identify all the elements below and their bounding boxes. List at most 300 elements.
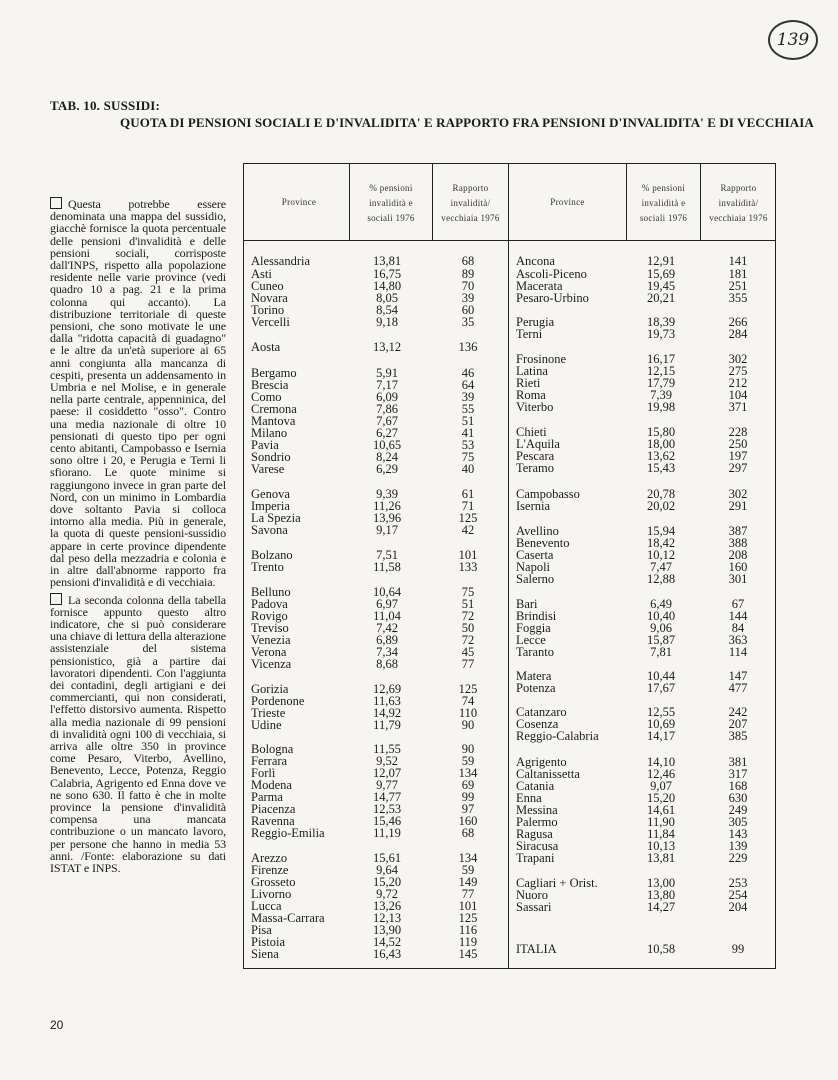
province-name: Caserta — [516, 548, 554, 562]
pension-share-value: 7,81 — [650, 645, 672, 659]
invalidity-ratio-value: 101 — [458, 899, 478, 913]
province-name: Palermo — [516, 815, 558, 829]
province-name: Bolzano — [251, 548, 293, 562]
province-name: Belluno — [251, 585, 291, 599]
invalidity-ratio-value: 77 — [461, 887, 475, 901]
commentary-paragraph-2 — [50, 593, 226, 875]
pension-share-value: 14,92 — [372, 706, 402, 720]
header-line: % pensioni — [369, 183, 413, 193]
pension-share-value: 6,97 — [376, 597, 398, 611]
pension-share-value: 10,12 — [646, 548, 676, 562]
pension-share-value: 13,12 — [372, 340, 402, 354]
province-name: Genova — [251, 487, 290, 501]
invalidity-ratio-value: 149 — [458, 875, 478, 889]
pension-share-value: 7,34 — [376, 645, 398, 659]
pension-share-value: 6,27 — [376, 426, 398, 440]
pension-share-value: 14,80 — [372, 279, 402, 293]
invalidity-ratio-value: 381 — [728, 755, 748, 769]
pension-share-value: 14,61 — [646, 803, 676, 817]
invalidity-ratio-value: 253 — [728, 876, 748, 890]
province-name: Campobasso — [516, 487, 580, 501]
invalidity-ratio-value: 114 — [728, 645, 748, 659]
province-name: Rieti — [516, 376, 541, 390]
province-name: Vicenza — [251, 657, 292, 671]
invalidity-ratio-value: 168 — [728, 779, 748, 793]
province-name: Aosta — [251, 340, 281, 354]
pension-share-value: 20,02 — [646, 499, 676, 513]
invalidity-ratio-value: 53 — [461, 438, 475, 452]
commentary-paragraph-1 — [50, 197, 226, 589]
pension-share-value: 15,69 — [646, 267, 676, 281]
pension-share-value: 7,39 — [650, 388, 672, 402]
province-name: Perugia — [516, 315, 555, 329]
province-name: Pavia — [251, 438, 279, 452]
pension-share-value: 10,65 — [372, 438, 402, 452]
province-name: Novara — [251, 291, 288, 305]
province-name: Alessandria — [251, 254, 311, 268]
province-name: Livorno — [251, 887, 292, 901]
invalidity-ratio-value: 68 — [461, 254, 475, 268]
province-name: Rovigo — [251, 609, 288, 623]
province-name: Pisa — [251, 923, 272, 937]
pension-share-value: 12,13 — [372, 911, 402, 925]
header-province-right: Province — [550, 197, 585, 207]
invalidity-ratio-value: 75 — [461, 585, 475, 599]
pension-share-value: 18,42 — [646, 536, 676, 550]
province-name: Padova — [251, 597, 288, 611]
pension-share-value: 13,80 — [646, 888, 676, 902]
invalidity-ratio-value: 110 — [458, 706, 478, 720]
pension-share-value: 7,42 — [376, 621, 398, 635]
pension-share-value: 20,21 — [646, 291, 676, 305]
province-name: Reggio-Calabria — [516, 729, 599, 743]
pension-share-value: 12,53 — [372, 802, 402, 816]
province-name: Grosseto — [251, 875, 296, 889]
province-name: Ravenna — [251, 814, 295, 828]
invalidity-ratio-value: 99 — [461, 790, 475, 804]
invalidity-ratio-value: 72 — [461, 609, 475, 623]
pension-share-value: 14,10 — [646, 755, 676, 769]
invalidity-ratio-value: 291 — [728, 499, 748, 513]
invalidity-ratio-value: 133 — [458, 560, 478, 574]
pension-share-value: 16,75 — [372, 267, 402, 281]
header-line: vecchiaia 1976 — [709, 213, 768, 223]
invalidity-ratio-value: 228 — [728, 425, 748, 439]
province-name: Foggia — [516, 621, 551, 635]
province-name: Trento — [251, 560, 284, 574]
invalidity-ratio-value: 39 — [461, 390, 475, 404]
header-pct-right — [627, 181, 700, 226]
pension-share-value: 11,63 — [373, 694, 401, 708]
pension-share-value: 11,84 — [647, 827, 675, 841]
invalidity-ratio-value: 143 — [728, 827, 748, 841]
province-name: Lecce — [516, 633, 546, 647]
province-name: Napoli — [516, 560, 551, 574]
province-name: Chieti — [516, 425, 547, 439]
invalidity-ratio-value: 301 — [728, 572, 748, 586]
pension-share-value: 18,39 — [646, 315, 676, 329]
invalidity-ratio-value: 51 — [461, 414, 475, 428]
invalidity-ratio-value: 40 — [461, 462, 475, 476]
pension-share-value: 11,58 — [373, 560, 401, 574]
pension-share-value: 12,15 — [646, 364, 676, 378]
province-name: Siracusa — [516, 839, 559, 853]
invalidity-ratio-value: 42 — [461, 523, 475, 537]
header-line: vecchiaia 1976 — [441, 213, 500, 223]
invalidity-ratio-value: 147 — [728, 669, 748, 683]
checkbox-square-icon — [50, 197, 62, 209]
invalidity-ratio-value: 125 — [458, 511, 478, 525]
pension-share-value: 14,77 — [372, 790, 402, 804]
invalidity-ratio-value: 212 — [728, 376, 748, 390]
province-name: Trieste — [251, 706, 286, 720]
province-name: Vercelli — [251, 315, 290, 329]
invalidity-ratio-value: 250 — [728, 437, 748, 451]
invalidity-ratio-value: 99 — [731, 942, 745, 956]
pension-share-value: 15,20 — [646, 791, 676, 805]
invalidity-ratio-value: 89 — [461, 267, 475, 281]
pension-share-value: 12,88 — [646, 572, 676, 586]
pension-share-value: 16,43 — [372, 947, 402, 961]
invalidity-ratio-value: 104 — [728, 388, 748, 402]
pension-share-value: 15,20 — [372, 875, 402, 889]
province-name: Udine — [251, 718, 282, 732]
province-name: Firenze — [251, 863, 289, 877]
pension-share-value: 5,91 — [376, 366, 398, 380]
pension-share-value: 15,94 — [646, 524, 676, 538]
header-line: invalidità/ — [718, 198, 759, 208]
province-name: Ancona — [516, 254, 555, 268]
invalidity-ratio-value: 275 — [728, 364, 748, 378]
invalidity-ratio-value: 284 — [728, 327, 748, 341]
pension-share-value: 17,79 — [646, 376, 676, 390]
province-name: Nuoro — [516, 888, 548, 902]
pension-share-value: 11,79 — [373, 718, 401, 732]
table-title: TAB. 10. SUSSIDI: — [50, 98, 161, 113]
pension-share-value: 7,51 — [376, 548, 398, 562]
invalidity-ratio-value: 71 — [461, 499, 475, 513]
province-name: Varese — [251, 462, 285, 476]
province-name: Viterbo — [516, 400, 554, 414]
pension-share-value: 15,61 — [372, 851, 402, 865]
invalidity-ratio-value: 249 — [728, 803, 748, 817]
pension-share-value: 19,45 — [646, 279, 676, 293]
pension-share-value: 12,46 — [646, 767, 676, 781]
pension-share-value: 8,68 — [376, 657, 398, 671]
province-name: Venezia — [251, 633, 291, 647]
pension-share-value: 12,55 — [646, 705, 676, 719]
province-name: Arezzo — [251, 851, 288, 865]
province-name: Salerno — [516, 572, 555, 586]
province-name: Latina — [516, 364, 548, 378]
pension-share-value: 10,40 — [646, 609, 676, 623]
pension-share-value: 15,46 — [372, 814, 402, 828]
invalidity-ratio-value: 302 — [728, 487, 748, 501]
pension-share-value: 9,77 — [376, 778, 398, 792]
province-name: Frosinone — [516, 352, 566, 366]
column-divider — [508, 163, 509, 969]
province-name: Matera — [516, 669, 552, 683]
header-ratio-right — [701, 181, 776, 226]
invalidity-ratio-value: 229 — [728, 851, 748, 865]
province-name: Isernia — [516, 499, 551, 513]
invalidity-ratio-value: 266 — [728, 315, 748, 329]
pension-share-value: 9,52 — [376, 754, 398, 768]
invalidity-ratio-value: 101 — [458, 548, 478, 562]
pension-share-value: 11,90 — [647, 815, 675, 829]
province-name: Enna — [516, 791, 542, 805]
invalidity-ratio-value: 387 — [728, 524, 748, 538]
invalidity-ratio-value: 160 — [458, 814, 478, 828]
invalidity-ratio-value: 119 — [458, 935, 478, 949]
invalidity-ratio-value: 55 — [461, 402, 475, 416]
province-name: Asti — [251, 267, 272, 281]
province-name: Sondrio — [251, 450, 291, 464]
province-name: Cremona — [251, 402, 297, 416]
pension-share-value: 17,67 — [646, 681, 676, 695]
pension-share-value: 7,17 — [376, 378, 398, 392]
pension-share-value: 13,81 — [372, 254, 402, 268]
province-name: Parma — [251, 790, 283, 804]
pension-share-value: 13,26 — [372, 899, 402, 913]
pension-share-value: 19,98 — [646, 400, 676, 414]
invalidity-ratio-value: 355 — [728, 291, 748, 305]
province-name: Catania — [516, 779, 555, 793]
header-line: sociali 1976 — [367, 213, 415, 223]
invalidity-ratio-value: 64 — [461, 378, 475, 392]
pension-share-value: 8,24 — [376, 450, 398, 464]
invalidity-ratio-value: 72 — [461, 633, 475, 647]
invalidity-ratio-value: 385 — [728, 729, 748, 743]
province-name: Piacenza — [251, 802, 296, 816]
page-stamp: 139 — [768, 20, 818, 60]
province-name: Pescara — [516, 449, 555, 463]
invalidity-ratio-value: 125 — [458, 911, 478, 925]
province-name: Caltanissetta — [516, 767, 580, 781]
invalidity-ratio-value: 75 — [461, 450, 475, 464]
province-name: La Spezia — [251, 511, 301, 525]
province-name: Torino — [251, 303, 285, 317]
province-name: Milano — [251, 426, 288, 440]
header-line: invalidità e — [369, 198, 413, 208]
header-line: invalidità e — [641, 198, 686, 208]
pension-share-value: 12,07 — [372, 766, 402, 780]
pension-share-value: 15,43 — [646, 461, 676, 475]
page-number: 20 — [50, 1018, 64, 1032]
province-name: Imperia — [251, 499, 290, 513]
province-name: Roma — [516, 388, 546, 402]
province-name: Ferrara — [251, 754, 288, 768]
header-line: Rapporto — [720, 183, 757, 193]
province-name: Verona — [251, 645, 287, 659]
invalidity-ratio-value: 363 — [728, 633, 748, 647]
pension-share-value: 15,80 — [646, 425, 676, 439]
pension-share-value: 6,89 — [376, 633, 398, 647]
header-line: % pensioni — [641, 183, 686, 193]
invalidity-ratio-value: 74 — [461, 694, 475, 708]
province-name: Teramo — [516, 461, 554, 475]
invalidity-ratio-value: 61 — [461, 487, 475, 501]
province-name: Gorizia — [251, 682, 289, 696]
province-name: Potenza — [516, 681, 556, 695]
header-divider — [243, 240, 776, 241]
pension-share-value: 14,17 — [646, 729, 676, 743]
invalidity-ratio-value: 90 — [461, 718, 475, 732]
pension-share-value: 10,13 — [646, 839, 676, 853]
invalidity-ratio-value: 77 — [461, 657, 475, 671]
province-name: Cosenza — [516, 717, 559, 731]
province-name: Massa-Carrara — [251, 911, 325, 925]
data-table-frame — [243, 163, 776, 969]
province-name: Bergamo — [251, 366, 297, 380]
pension-share-value: 9,06 — [650, 621, 672, 635]
invalidity-ratio-value: 181 — [728, 267, 748, 281]
invalidity-ratio-value: 59 — [461, 863, 475, 877]
province-name: Brindisi — [516, 609, 557, 623]
province-name: Pordenone — [251, 694, 305, 708]
invalidity-ratio-value: 254 — [728, 888, 748, 902]
province-name: Cagliari + Orist. — [516, 876, 598, 890]
pension-share-value: 13,81 — [646, 851, 676, 865]
pension-share-value: 9,07 — [650, 779, 672, 793]
pension-share-value: 11,19 — [373, 826, 401, 840]
pension-share-value: 11,04 — [373, 609, 401, 623]
pension-share-value: 9,64 — [376, 863, 398, 877]
invalidity-ratio-value: 70 — [461, 279, 475, 293]
header-line: invalidità/ — [450, 198, 491, 208]
invalidity-ratio-value: 208 — [728, 548, 748, 562]
pension-share-value: 13,62 — [646, 449, 676, 463]
invalidity-ratio-value: 116 — [458, 923, 478, 937]
invalidity-ratio-value: 69 — [461, 778, 475, 792]
header-ratio-left — [433, 181, 508, 226]
pension-share-value: 9,39 — [376, 487, 398, 501]
pension-share-value: 13,90 — [372, 923, 402, 937]
paragraph-text: Questa potrebbe essere denominata una mappa del sussidio, giacchè fornisce la quota percentuale delle pensioni d'invalidità e delle pensioni sociali, corrisposte dall'INPS, rispetto alla popolazione residente nelle varie province (vedi quadro 10 a pag. 21 e la prima colonna qui accanto). La distribuzione territoriale di queste pensioni, che sono motivate le une dalla "ridotta capacità di guadagno" e le altre da un'età superiore ai 65 anni congiunta alla mancanza di cespiti, presenta un addensamento in Umbria e nel Molise, e in generale nella parte centrale, appenninica, del paese: il cosiddetto "osso". Contro una media nazionale di oltre 10 pensionati di questo tipo per ogni cento abitanti, Campobasso e Isernia sono oltre i 20, e Perugia e Terni li sfiorano. Le quote minime si raggiungono invece in gran parte del Nord, con un minimo in Lombardia dove soltanto Pavia si colloca intorno alla media. Più in generale, la quota di queste pensioni-sussidio appare in certe province dipendente dal peso della mezzadria e colonia e in altre dall'abnorme rapporto fra pensioni d'invalidità e di vecchiaia. — [50, 197, 226, 590]
invalidity-ratio-value: 477 — [728, 681, 748, 695]
header-pct-left — [350, 181, 432, 226]
pension-share-value: 15,87 — [646, 633, 676, 647]
province-name: Brescia — [251, 378, 289, 392]
pension-share-value: 14,27 — [646, 900, 676, 914]
invalidity-ratio-value: 388 — [728, 536, 748, 550]
province-name: Bari — [516, 597, 538, 611]
pension-share-value: 11,26 — [373, 499, 401, 513]
province-name: Taranto — [516, 645, 554, 659]
invalidity-ratio-value: 139 — [728, 839, 748, 853]
pension-share-value: 20,78 — [646, 487, 676, 501]
invalidity-ratio-value: 35 — [461, 315, 475, 329]
invalidity-ratio-value: 371 — [728, 400, 748, 414]
invalidity-ratio-value: 302 — [728, 352, 748, 366]
province-name: Benevento — [516, 536, 570, 550]
province-name: Lucca — [251, 899, 282, 913]
invalidity-ratio-value: 134 — [458, 766, 478, 780]
invalidity-ratio-value: 242 — [728, 705, 748, 719]
province-name: Modena — [251, 778, 292, 792]
pension-share-value: 10,44 — [646, 669, 676, 683]
province-name: Agrigento — [516, 755, 567, 769]
pension-share-value: 8,05 — [376, 291, 398, 305]
commentary-text — [50, 197, 226, 874]
province-name: Pistoia — [251, 935, 286, 949]
table-subtitle: QUOTA DI PENSIONI SOCIALI E D'INVALIDITA' E RAPPORTO FRA PENSIONI D'INVALIDITA' E DI VECCHIAIA — [120, 115, 814, 130]
province-name: Forlì — [251, 766, 276, 780]
pension-share-value: 18,00 — [646, 437, 676, 451]
province-name: Trapani — [516, 851, 555, 865]
province-name: Bologna — [251, 742, 294, 756]
pension-share-value: 7,47 — [650, 560, 672, 574]
invalidity-ratio-value: 45 — [461, 645, 475, 659]
province-name: Mantova — [251, 414, 296, 428]
pension-share-value: 7,86 — [376, 402, 398, 416]
invalidity-ratio-value: 46 — [461, 366, 475, 380]
province-name: Como — [251, 390, 282, 404]
invalidity-ratio-value: 84 — [731, 621, 745, 635]
province-name: Reggio-Emilia — [251, 826, 325, 840]
pension-share-value: 9,18 — [376, 315, 398, 329]
province-name: Savona — [251, 523, 288, 537]
invalidity-ratio-value: 68 — [461, 826, 475, 840]
province-name: Ascoli-Piceno — [516, 267, 587, 281]
invalidity-ratio-value: 39 — [461, 291, 475, 305]
pension-share-value: 12,91 — [646, 254, 676, 268]
province-name: Macerata — [516, 279, 563, 293]
invalidity-ratio-value: 41 — [461, 426, 475, 440]
pension-share-value: 11,55 — [373, 742, 401, 756]
pension-share-value: 7,67 — [376, 414, 398, 428]
header-line: sociali 1976 — [639, 213, 688, 223]
invalidity-ratio-value: 145 — [458, 947, 478, 961]
pension-share-value: 8,54 — [376, 303, 398, 317]
province-name: Avellino — [516, 524, 559, 538]
pension-share-value: 13,00 — [646, 876, 676, 890]
invalidity-ratio-value: 305 — [728, 815, 748, 829]
invalidity-ratio-value: 144 — [728, 609, 748, 623]
invalidity-ratio-value: 51 — [461, 597, 475, 611]
pension-share-value: 6,09 — [376, 390, 398, 404]
province-name: Sassari — [516, 900, 552, 914]
province-name: Siena — [251, 947, 279, 961]
province-name: Treviso — [251, 621, 289, 635]
pension-share-value: 14,52 — [372, 935, 402, 949]
invalidity-ratio-value: 630 — [728, 791, 748, 805]
invalidity-ratio-value: 59 — [461, 754, 475, 768]
province-name: Messina — [516, 803, 558, 817]
invalidity-ratio-value: 297 — [728, 461, 748, 475]
province-name: Catanzaro — [516, 705, 567, 719]
pension-share-value: 16,17 — [646, 352, 676, 366]
invalidity-ratio-value: 207 — [728, 717, 748, 731]
invalidity-ratio-value: 204 — [728, 900, 748, 914]
invalidity-ratio-value: 317 — [728, 767, 748, 781]
invalidity-ratio-value: 141 — [728, 254, 748, 268]
pension-share-value: 6,49 — [650, 597, 672, 611]
province-name: Pesaro-Urbino — [516, 291, 589, 305]
province-name: Cuneo — [251, 279, 284, 293]
pension-share-value: 6,29 — [376, 462, 398, 476]
pension-share-value: 10,58 — [646, 942, 676, 956]
header-province-left: Province — [281, 197, 317, 207]
province-name: Terni — [516, 327, 543, 341]
invalidity-ratio-value: 251 — [728, 279, 748, 293]
paragraph-text: La seconda colonna della tabella fornisce appunto questo altro indicatore, che si può considerare una chiave di lettura della alterazione assistenziale del sistema pensionistico, già a partire dai lavoratori dipendenti. Con l'aggiunta dei contadini, degli artigiani e dei commercianti, qui non considerati, l'effetto distorsivo aumenta. Rispetto alla media nazionale di 99 pensioni di invalidità ogni 100 di vecchiaia, si arriva alle oltre 350 in province come Pesaro, Viterbo, Avellino, Benevento, Lecce, Potenza, Reggio Calabria, Agrigento ed Enna dove ve ne sono 630. Il fatto è che in molte province la pensione d'invalidità compensa una mancata contribuzione o un mancato lavoro, per persone che hanno in media 53 anni. /Fonte: elaborazione su dati ISTAT e INPS. — [50, 592, 226, 875]
pension-share-value: 12,69 — [372, 682, 402, 696]
invalidity-ratio-value: 160 — [728, 560, 748, 574]
pension-share-value: 19,73 — [646, 327, 676, 341]
pension-share-value: 13,96 — [372, 511, 402, 525]
invalidity-ratio-value: 50 — [461, 621, 475, 635]
